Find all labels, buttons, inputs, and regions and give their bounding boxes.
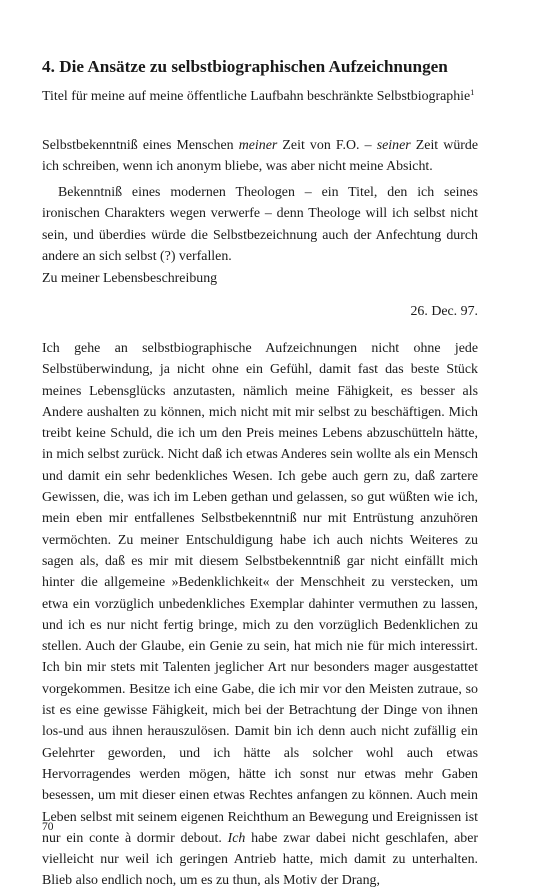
paragraph-2: Bekenntniß eines modernen Theologen – ein Titel, den ich seines ironischen Charakters wegen verwerfe – denn Theologe will ich selbst nicht sein, und überdies würde die Selbstbezeichnung auch der Anfechtung durch andere an sich selbst (?) verfallen. (42, 185, 478, 264)
subtitle-text: Titel für meine auf meine öffentliche Laufbahn beschränkte Selbstbiographie (42, 89, 471, 104)
para1-text-end: Zeit würde ich schreiben, wenn ich anonym bliebe, was aber nicht meine Absicht. (42, 138, 479, 175)
page-number: 70 (42, 821, 54, 833)
para3-text-end: habe zwar dabei nicht geschlafen, aber vielleicht nur weil ich geringen Antrieb hatte, mich damit zu unterhalten. Blieb also endlich noch, um es zu thun, als Motiv der Drang, (42, 830, 478, 889)
footnote-ref: 1 (470, 87, 475, 97)
subtitle (42, 86, 478, 107)
para1-text-mid: Zeit von F.O. – (277, 138, 377, 153)
para3-text: Ich gehe an selbstbiographische Aufzeichnungen nicht ohne jede Selbstüberwindung, ja nicht ohne ein Gefühl, damit fast das beste Stück meines Lebensglücks anzutasten, nämlich meine Fähigkeit, es besser als Andere aushalten zu können, mich nicht mit mir selbst zu beschäftigen. Mich treibt keine Schuld, die ich um den Preis meines Lebens abzuschütteln hätte, in mich selbst zurück. Nicht daß ich etwas Anderes sein wollte als ein Mensch und damit ein sehr bedenkliches Wesen. Ich gebe auch gern zu, daß zartere Gewissen, die, was ich im Leben gethan und gelassen, so gut wüßten wie ich, mein eben mir entfallenes Selbstbekenntniß nur mit Entrüstung anzuhören vermöchten. Zu meiner Entschuldigung habe ich auch nichts Weiteres zu sagen als, daß es mir mit diesem Selbstbekenntniß gar nicht einfällt mich hinter die allgemeine »Bedenklichkeit« der Menschheit zu verstecken, um etwa ein vorzüglich unbedenkliches Exemplar dahinter vermuthen zu lassen, und ich es nur nicht fertig bringe, mich zu den vorzüglich Bedenklichen zu stellen. Auch der Glaube, ein Genie zu sein, hat mich nie für mich interessirt. Ich bin mir stets mit Talenten jeglicher Art nur besonders mager ausgestattet vorgekommen. Besitze ich eine Gabe, die ich mir vor den Meisten zutraue, so ist es eine gewisse Fähigkeit, mich bei der Betrachtung der Dinge von ihnen los-und aus ihnen herauszulösen. Damit bin ich denn auch nicht zufällig ein Gelehrter geworden, und ich hätte als solcher wohl auch etwas Hervorragendes werden mögen, hätte ich sonst nur etwas mehr Gaben besessen, um mit dieser einen etwas Rechtes anfangen zu können. Auch mein Leben selbst mit seinem eigenen Reichthum an Bewegung und Ereignissen ist nur ein conte à dormir debout. (42, 341, 478, 846)
section-title: Zu meiner Lebensbeschreibung (42, 271, 218, 286)
para1-text: Selbstbekenntniß eines Menschen (42, 138, 239, 153)
emphasis-seiner: seiner (376, 138, 411, 153)
paragraph-3 (42, 338, 478, 892)
paragraph-1 (42, 135, 478, 178)
emphasis-meiner: meiner (238, 138, 278, 153)
emphasis-ich: Ich (227, 830, 246, 846)
entry-date: 26. Dec. 97. (410, 304, 478, 319)
chapter-heading: 4. Die Ansätze zu selbstbiographischen Aufzeichnungen (42, 57, 448, 76)
